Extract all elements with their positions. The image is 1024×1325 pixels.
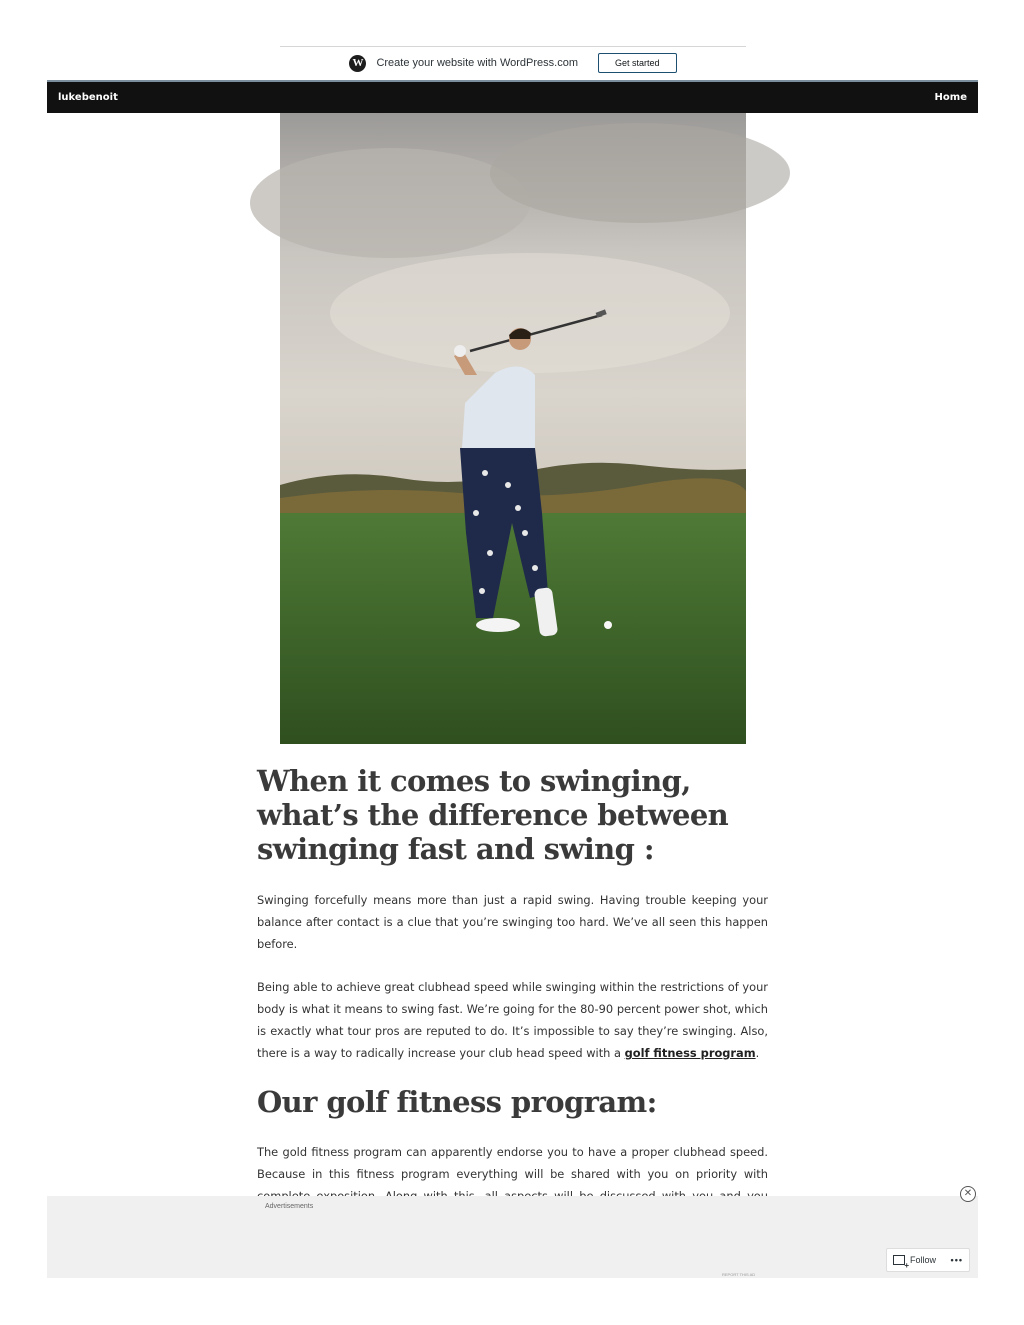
follow-button[interactable] [886,1248,970,1272]
get-started-button[interactable]: Get started [598,53,677,73]
site-title[interactable]: lukebenoit [58,92,118,103]
paragraph-1-text: Swinging forcefully means more than just a rapid swing. Having trouble keeping your balance after contact is a clue that you’re swinging too hard. We’ve all seen this happen before. [257,893,768,951]
follow-label: Follow [910,1255,937,1265]
article-paragraph-1 [257,889,768,955]
article-headline: When it comes to swinging, what’s the difference between swinging fast and swing : [257,764,729,866]
section-subheading: Our golf fitness program: [257,1085,657,1119]
close-icon[interactable]: ✕ [960,1186,976,1202]
more-options-icon[interactable]: ••• [950,1255,963,1265]
golfer-photo-icon [280,113,746,744]
paragraph-2-text: Being able to achieve great clubhead speed while swinging within the restrictions of your body is what it means to swing fast. We’re going for the 80-90 percent power shot, which is exactly what tour pros are reputed to do. It’s impossible to say they’re swinging. Also, there is a way to radically increase your club head speed with a [257,980,768,1060]
advertisements-label: Advertisements [265,1203,314,1210]
report-ad-link[interactable]: REPORT THIS AD [722,1272,756,1277]
reader-follow-icon [893,1255,905,1265]
golf-fitness-program-link[interactable]: golf fitness program [624,1046,756,1060]
nav-home-link[interactable]: Home [934,92,967,103]
site-header [47,80,978,113]
paragraph-3-text: The gold fitness program can apparently endorse you to have a proper clubhead speed. Because in this fitness program everything will be shared with you on priority with [257,1145,768,1181]
article-paragraph-3 [257,1141,768,1196]
paragraph-2-end: . [755,1046,760,1060]
hero-image [280,113,746,744]
wordpress-logo-icon[interactable]: W [349,55,366,72]
wordpress-promo-text[interactable]: Create your website with WordPress.com [376,57,578,69]
advertisement-banner [47,1196,978,1278]
wordpress-promo-bar [280,46,746,79]
article-paragraph-2 [257,976,768,1064]
